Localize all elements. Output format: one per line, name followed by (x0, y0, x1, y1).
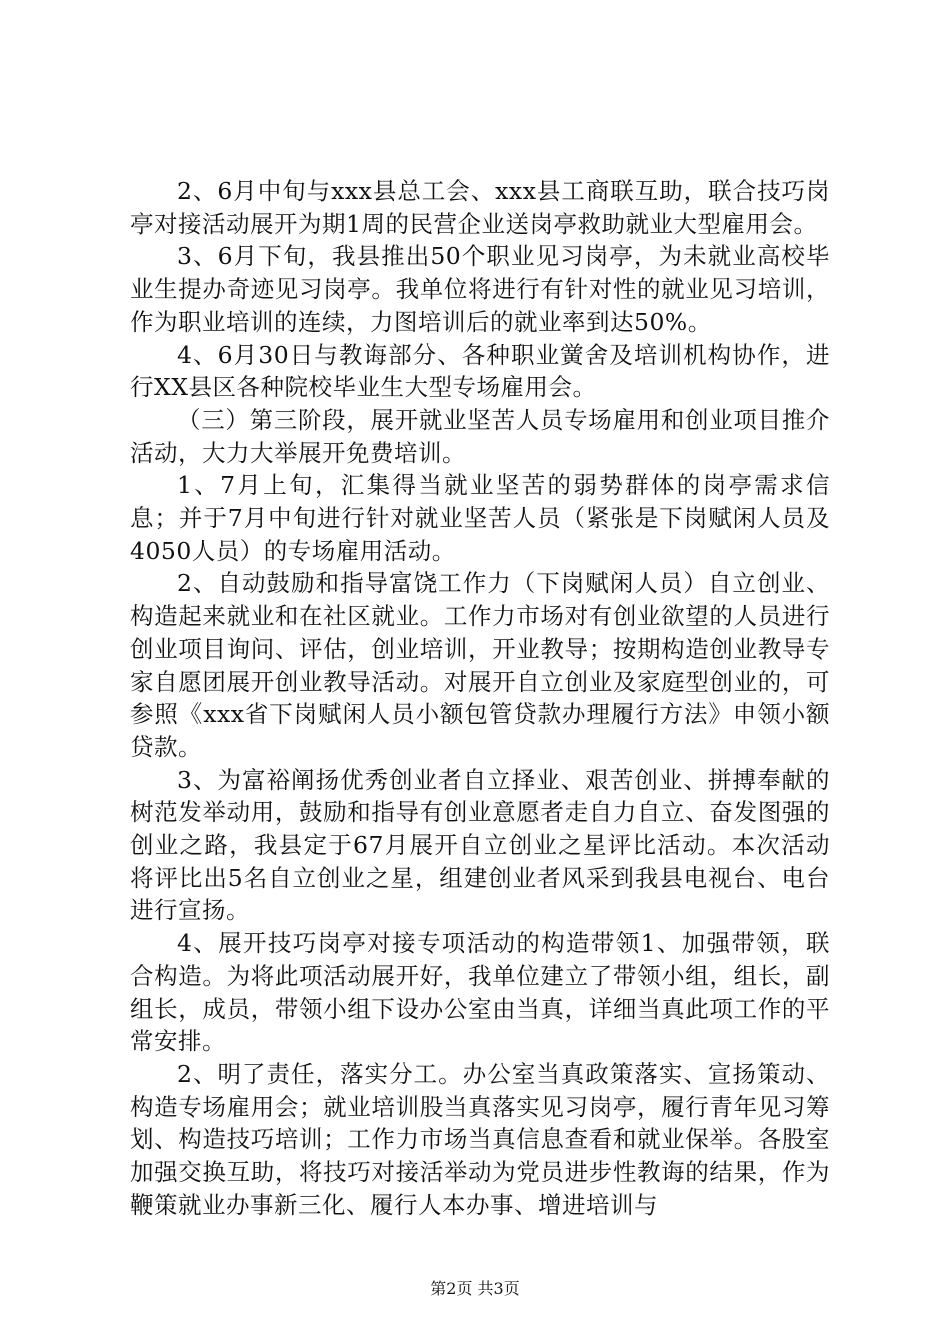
paragraph: （三）第三阶段，展开就业坚苦人员专场雇用和创业项目推介活动，大力大举展开免费培训。 (130, 405, 830, 467)
paragraph: 1、7月上旬，汇集得当就业坚苦的弱势群体的岗亭需求信息；并于7月中旬进行针对就业坚苦人员（紧张是下岗赋闲人员及4050人员）的专场雇用活动。 (130, 471, 830, 565)
paragraph: 3、为富裕阐扬优秀创业者自立择业、艰苦创业、拼搏奉献的树范发举动用，鼓励和指导有创业意愿者走自力自立、奋发图强的创业之路，我县定于67月展开自立创业之星评比活动。本次活动将评比出5名自立创业之星，组建创业者风采到我县电视台、电台进行宣扬。 (130, 765, 830, 925)
paragraph: 3、6月下旬，我县推出50个职业见习岗亭，为未就业高校毕业生提办奇迹见习岗亭。我单位将进行有针对性的就业见习培训，作为职业培训的连续，力图培训后的就业率到达50%。 (130, 242, 830, 336)
document-body (130, 175, 830, 1222)
page-number-footer: 第2页 共3页 (430, 1279, 520, 1298)
paragraph: 2、明了责任，落实分工。办公室当真政策落实、宣扬策动、构造专场雇用会；就业培训股当真落实见习岗亭，履行青年见习筹划、构造技巧培训；工作力市场当真信息查看和就业保举。各股室加强交换互助，将技巧对接活举动为党员进步性教诲的结果，作为鞭策就业办事新三化、履行人本办事、增进培训与 (130, 1059, 830, 1219)
paragraph: 2、自动鼓励和指导富饶工作力（下岗赋闲人员）自立创业、构造起来就业和在社区就业。工作力市场对有创业欲望的人员进行创业项目询问、评估，创业培训，开业教导；按期构造创业教导专家自愿团展开创业教导活动。对展开自立创业及家庭型创业的，可参照《xxx省下岗赋闲人员小额包管贷款办理履行方法》申领小额贷款。 (130, 569, 830, 761)
paragraph: 4、展开技巧岗亭对接专项活动的构造带领1、加强带领，联合构造。为将此项活动展开好，我单位建立了带领小组，组长，副组长，成员，带领小组下设办公室由当真，详细当真此项工作的平常安排。 (130, 929, 830, 1056)
paragraph: 2、6月中旬与xxx县总工会、xxx县工商联互助，联合技巧岗亭对接活动展开为期1周的民营企业送岗亭救助就业大型雇用会。 (130, 177, 830, 238)
paragraph: 4、6月30日与教诲部分、各种职业黉舍及培训机构协作，进行XX县区各种院校毕业生大型专场雇用会。 (130, 340, 830, 402)
